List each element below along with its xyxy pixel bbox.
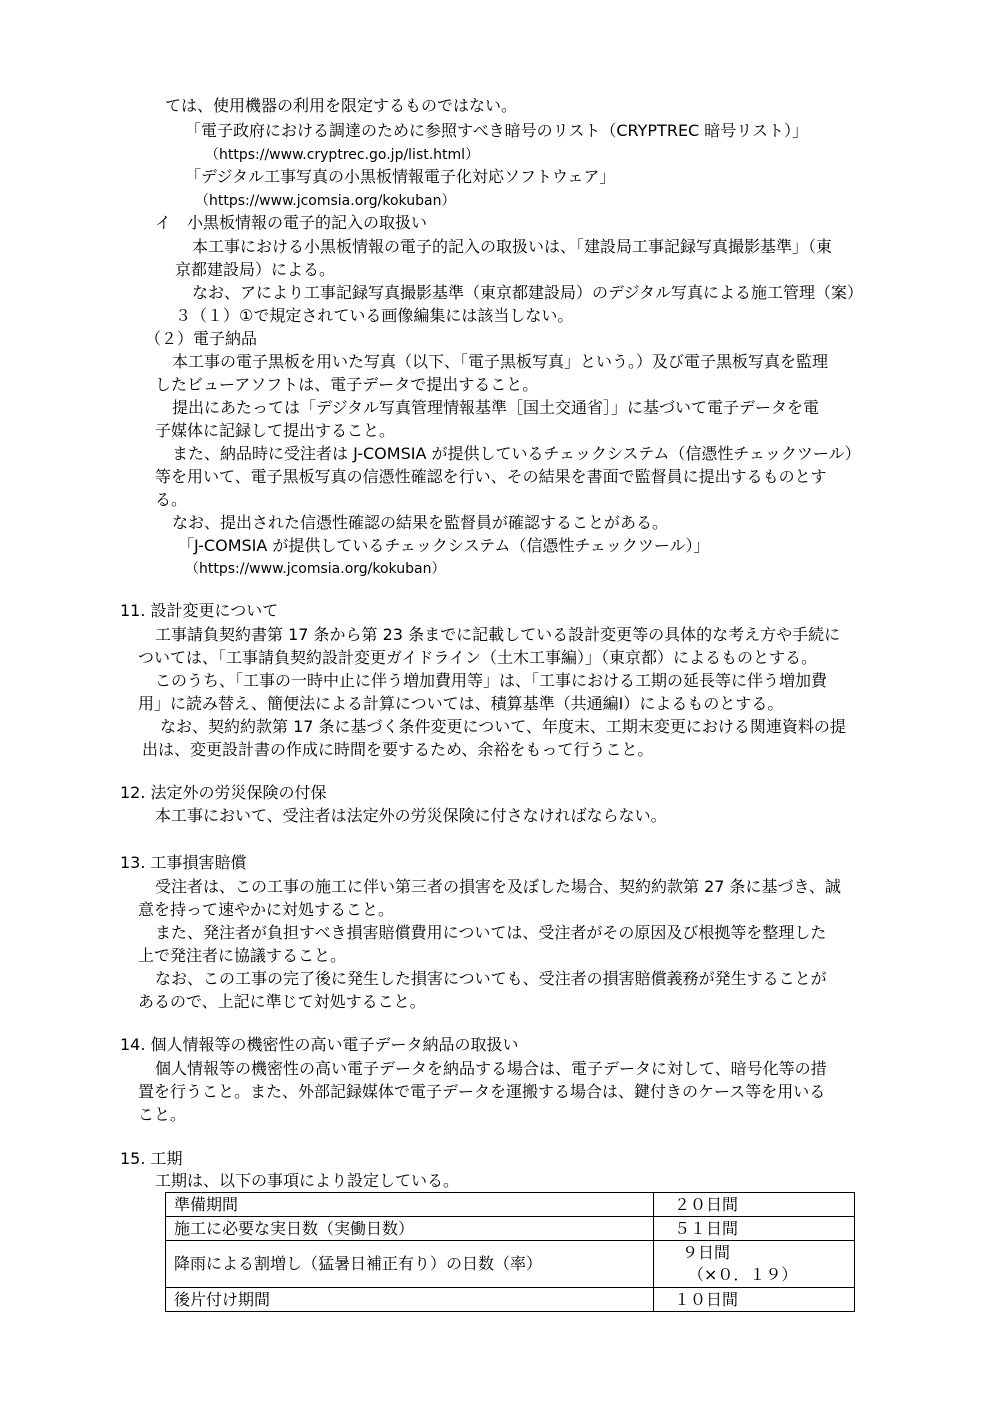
- text-line: 用」に読み替え、簡便法による計算については、積算基準（共通編Ⅰ）によるものとする。: [138, 694, 784, 713]
- subsection-heading: （２）電子納品: [145, 329, 258, 348]
- text-line: このうち、「工事の一時中止に伴う増加費用等」は、「工事における工期の延長等に伴う増加費: [155, 671, 828, 690]
- text-line: 意を持って速やかに対処すること。: [138, 900, 395, 919]
- text-line: 置を行うこと。また、外部記録媒体で電子データを運搬する場合は、鍵付きのケース等を用いる: [138, 1082, 826, 1101]
- text-line: また、発注者が負担すべき損害賠償費用については、受注者がその原因及び根拠等を整理した: [155, 923, 827, 942]
- table-row: [166, 1193, 855, 1217]
- text-line: なお、提出された信憑性確認の結果を監督員が確認することがある。: [172, 513, 669, 532]
- text-line: 上で発注者に協議すること。: [138, 946, 347, 965]
- text-line: 子媒体に記録して提出すること。: [155, 421, 396, 440]
- text-line: なお、アにより工事記録写真撮影基準（東京都建設局）のデジタル写真による施工管理（案）: [192, 283, 864, 302]
- text-line: なお、この工事の完了後に発生した損害についても、受注者の損害賠償義務が発生することが: [155, 969, 827, 988]
- table-cell-value-main: ９日間: [682, 1243, 731, 1262]
- text-line: 「電子政府における調達のために参照すべき暗号のリスト（CRYPTREC 暗号リスト）」: [185, 121, 808, 140]
- url-text: （https://www.cryptrec.go.jp/list.html）: [205, 147, 480, 163]
- subsection-heading: イ 小黒板情報の電子的記入の取扱い: [155, 213, 428, 232]
- text-line: 提出にあたっては「デジタル写真管理情報基準［国土交通省］」に基づいて電子データを電: [172, 398, 820, 417]
- section-heading: 11. 設計変更について: [120, 601, 279, 620]
- section-heading: 15. 工期: [120, 1149, 183, 1168]
- text-line: こと。: [138, 1105, 187, 1124]
- text-line: 本工事の電子黒板を用いた写真（以下、「電子黒板写真」という。）及び電子黒板写真を監理: [172, 352, 829, 371]
- table-row: [166, 1288, 855, 1312]
- text-line: る。: [155, 490, 188, 509]
- table-cell-value: [654, 1241, 855, 1288]
- text-line: 出は、変更設計書の作成に時間を要するため、余裕をもって行うこと。: [142, 740, 654, 759]
- table-row: [166, 1241, 855, 1288]
- section-heading: 14. 個人情報等の機密性の高い電子データ納品の取扱い: [120, 1035, 519, 1054]
- text-line: 本工事において、受注者は法定外の労災保険に付さなければならない。: [155, 806, 667, 825]
- url-text: （https://www.jcomsia.org/kokuban）: [185, 561, 446, 577]
- table-cell-item: 施工に必要な実日数（実働日数）: [166, 1217, 654, 1241]
- table-cell-value: １０日間: [654, 1288, 855, 1312]
- text-line: 本工事における小黒板情報の電子的記入の取扱いは、「建設局工事記録写真撮影基準」（東: [192, 237, 833, 256]
- section-heading: 13. 工事損害賠償: [120, 853, 247, 872]
- text-line: 工事請負契約書第 17 条から第 23 条までに記載している設計変更等の具体的な考え方や手続に: [155, 625, 841, 644]
- url-text: （https://www.jcomsia.org/kokuban）: [195, 193, 456, 209]
- text-line: ては、使用機器の利用を限定するものではない。: [165, 96, 518, 115]
- text-line: 京都建設局）による。: [175, 260, 336, 279]
- table-cell-item: 後片付け期間: [166, 1288, 654, 1312]
- text-line: 等を用いて、電子黒板写真の信憑性確認を行い、その結果を書面で監督員に提出するものとす: [155, 467, 827, 486]
- table-cell-value-rate: （×０．１９）: [688, 1265, 798, 1284]
- table-cell-item: 降雨による割増し（猛暑日補正有り）の日数（率）: [166, 1241, 654, 1288]
- table-row: [166, 1217, 855, 1241]
- schedule-table: [165, 1192, 855, 1312]
- text-line: 個人情報等の機密性の高い電子データを納品する場合は、電子データに対して、暗号化等の措: [155, 1059, 827, 1078]
- text-line: ついては、「工事請負契約設計変更ガイドライン（土木工事編）」（東京都）によるものとする。: [138, 648, 818, 667]
- table-cell-value: ５１日間: [654, 1217, 855, 1241]
- text-line: 「デジタル工事写真の小黒板情報電子化対応ソフトウェア」: [185, 167, 616, 186]
- table-cell-value: ２０日間: [654, 1193, 855, 1217]
- text-line: あるので、上記に準じて対処すること。: [138, 992, 426, 1011]
- text-line: したビューアソフトは、電子データで提出すること。: [155, 375, 539, 394]
- table-cell-item: 準備期間: [166, 1193, 654, 1217]
- section-heading: 12. 法定外の労災保険の付保: [120, 783, 327, 802]
- text-line: ３（１）①で規定されている画像編集には該当しない。: [175, 306, 574, 325]
- text-line: なお、契約約款第 17 条に基づく条件変更について、年度末、工期末変更における関連資料の提: [160, 717, 846, 736]
- text-line: 工期は、以下の事項により設定している。: [155, 1171, 460, 1190]
- text-line: 「J-COMSIA が提供しているチェックシステム（信憑性チェックツール）」: [178, 536, 710, 555]
- text-line: 受注者は、この工事の施工に伴い第三者の損害を及ぼした場合、契約約款第 27 条に基づき、誠: [155, 877, 841, 896]
- text-line: また、納品時に受注者は J-COMSIA が提供しているチェックシステム（信憑性チェックツール）: [172, 444, 861, 463]
